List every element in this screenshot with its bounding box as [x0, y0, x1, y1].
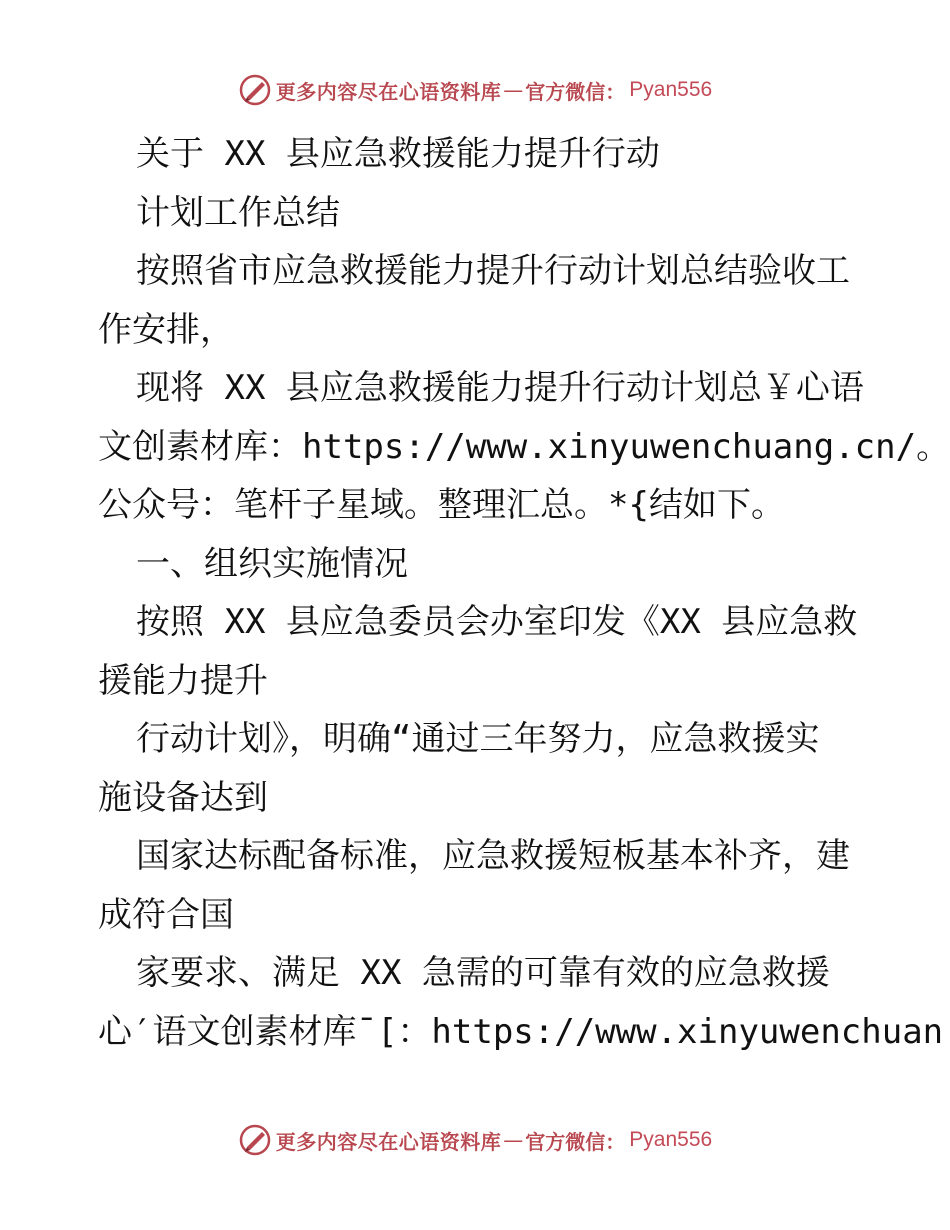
footer-wechat-id: Pyan556 [629, 1128, 713, 1151]
document-line: 家要求、满足 XX 急需的可靠有效的应急救援 [136, 953, 830, 993]
document-line: 心′语文创素材库¯[：https://www.xinyuwenchuan [98, 1011, 944, 1052]
document-line: 关于 XX 县应急救援能力提升行动 [136, 134, 660, 174]
header-banner [0, 70, 950, 110]
document-line: 行动计划》，明确“通过三年努力，应急救援实 [136, 719, 820, 759]
document-line: 作安排， [98, 309, 234, 350]
document-body [98, 125, 950, 1061]
footer-wechat-label: 官方微信： [525, 1129, 626, 1154]
quill-pen-logo-icon [238, 73, 272, 107]
document-line: 现将 XX 县应急救援能力提升行动计划总￥心语 [136, 368, 864, 408]
footer-dash: — [503, 1128, 524, 1152]
document-line: 国家达标配备标准，应急救援短板基本补齐，建 [136, 836, 850, 876]
document-line: 一、组织实施情况 [136, 543, 408, 584]
footer-brand-text: 更多内容尽在心语资料库 [275, 1129, 502, 1154]
quill-pen-logo-icon [238, 1123, 272, 1157]
header-wechat-id: Pyan556 [629, 78, 713, 101]
header-wechat-label: 官方微信： [525, 79, 626, 104]
document-line: 按照 XX 县应急委员会办室印发《XX 县应急救 [136, 602, 858, 642]
header-dash: — [503, 78, 524, 102]
document-line: 援能力提升 [98, 660, 268, 701]
document-line: 施设备达到 [98, 777, 268, 818]
document-line: 计划工作总结 [136, 192, 340, 233]
document-line: 按照省市应急救援能力提升行动计划总结验收工 [136, 251, 850, 291]
document-line: 成符合国 [98, 894, 234, 935]
document-line: 公众号：笔杆子星域。整理汇总。*{结如下。 [98, 485, 785, 525]
header-brand-text: 更多内容尽在心语资料库 [275, 79, 502, 104]
document-line: 文创素材库：https://www.xinyuwenchuang.cn/。 [98, 426, 950, 467]
footer-banner [0, 1120, 950, 1160]
